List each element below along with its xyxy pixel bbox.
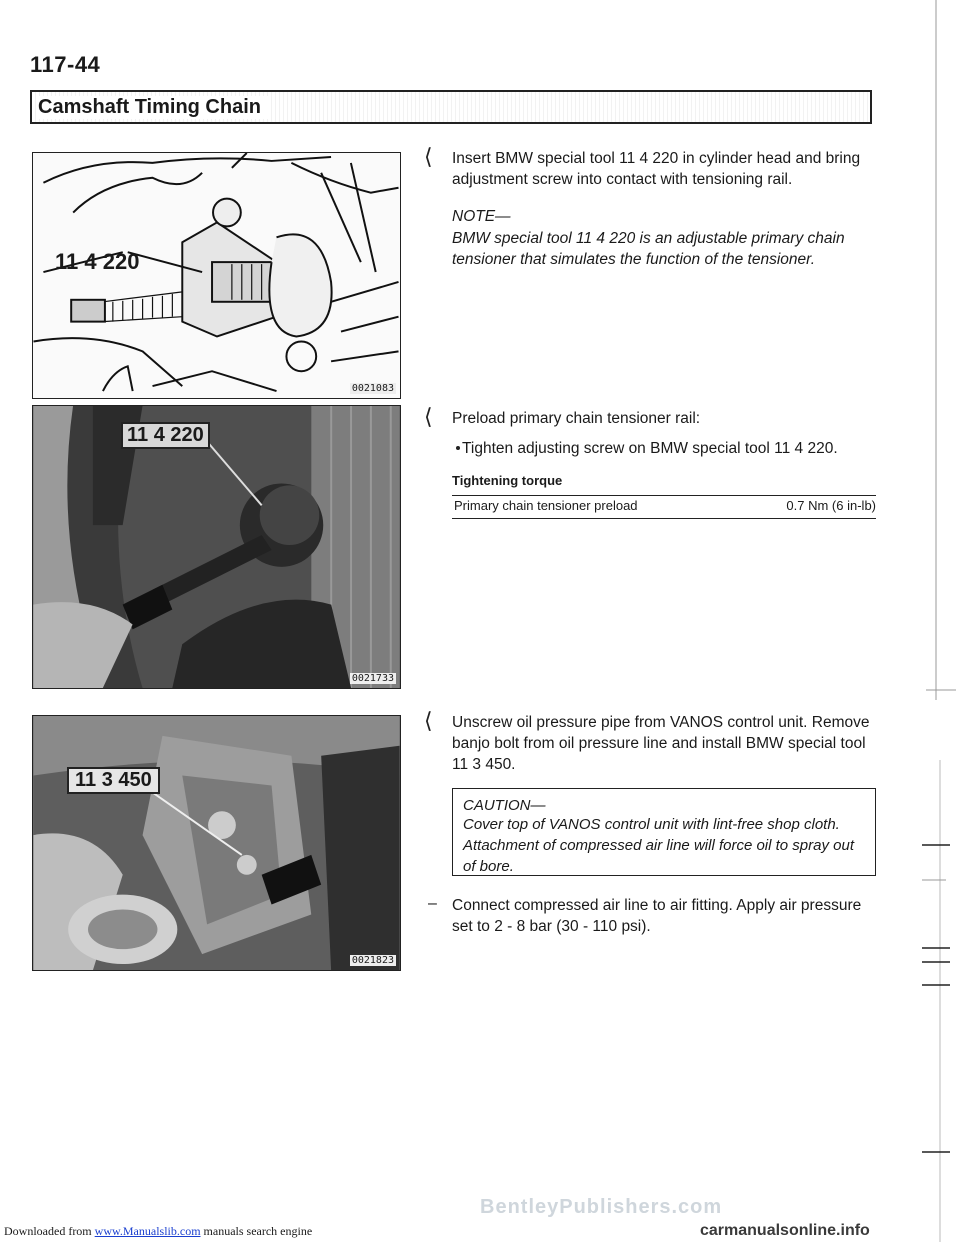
footer-download-line [4,1224,312,1239]
section-title: Camshaft Timing Chain [38,96,269,119]
figure-preload-photo [32,405,401,689]
page-number: 117-44 [30,52,101,77]
torque-rule-top [452,495,876,496]
note-heading: NOTE— [452,208,511,225]
engine-photo [33,406,400,688]
torque-row [454,498,876,513]
figure-vanos-photo [32,715,401,971]
section-title-bar [30,90,872,124]
torque-rule-bottom [452,518,876,519]
scan-edge-marks [916,0,960,1242]
figure-tool-install-drawing [32,152,401,399]
torque-value: 0.7 Nm (6 in-lb) [786,498,876,513]
watermark-carmanuals: carmanualsonline.info [700,1222,870,1239]
footer-prefix: Downloaded from [4,1224,92,1238]
manualslib-link[interactable]: www.Manualslib.com [94,1224,201,1238]
note-body: BMW special tool 11 4 220 is an adjustable primary chain tensioner that simulates the function of the tensioner. [452,230,845,268]
footer-suffix: manuals search engine [203,1224,313,1238]
watermark-bentley: BentleyPublishers.com [480,1196,723,1218]
step-insert-tool: Insert BMW special tool 11 4 220 in cylinder head and bring adjustment screw into contact with tensioning rail. [452,150,861,188]
figure-code: 0021083 [351,383,394,394]
step-bullet-tighten: Tighten adjusting screw on BMW special tool 11 4 220. [462,440,838,457]
torque-item: Primary chain tensioner preload [454,498,638,513]
figure-tool-label: 11 4 220 [55,249,140,274]
left-angle-arrow-icon: ⟨ [424,404,433,429]
figure-tool-label: 11 4 220 [121,422,210,449]
bullet-dot-icon [456,446,460,450]
left-angle-arrow-icon: ⟨ [424,144,433,169]
figure-tool-label: 11 3 450 [67,767,160,794]
torque-heading: Tightening torque [452,473,563,488]
caution-box [452,788,876,876]
line-drawing [33,153,400,398]
step-connect-air: Connect compressed air line to air fitting. Apply air pressure set to 2 - 8 bar (30 - 110 psi). [452,897,862,935]
figure-code: 0021733 [351,673,394,684]
caution-heading: CAUTION— [463,797,546,814]
step-preload-rail: Preload primary chain tensioner rail: [452,410,701,427]
dash-marker: – [428,895,437,912]
left-angle-arrow-icon: ⟨ [424,708,433,733]
caution-body: Cover top of VANOS control unit with lint-free shop cloth. Attachment of compressed air line will force oil to spray out of bore. [463,816,855,875]
figure-code: 0021823 [351,955,394,966]
step-unscrew-pipe: Unscrew oil pressure pipe from VANOS control unit. Remove banjo bolt from oil pressure line and install BMW special tool 11 3 450. [452,714,870,773]
engine-photo [33,716,400,970]
